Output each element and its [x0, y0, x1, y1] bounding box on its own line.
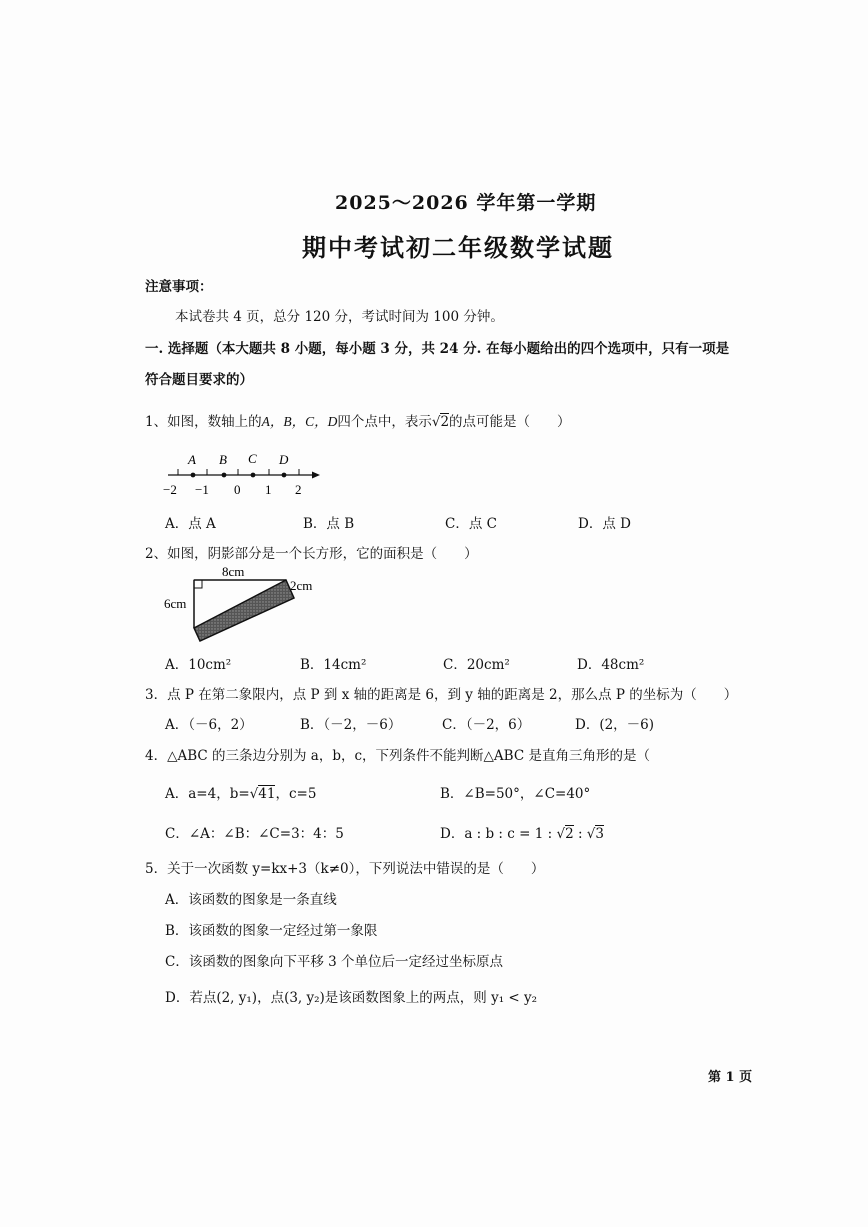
q2-option-d: D．48cm² [577, 657, 645, 673]
point-d-label: D [279, 452, 289, 467]
q1-text-c: 的点可能是（ ） [449, 414, 571, 430]
q3-option-c: C．（－2，6） [442, 717, 531, 733]
section-heading-line2: 符合题目要求的） [145, 372, 253, 388]
section-heading-line1: 一. 选择题（本大题共 8 小题，每小题 3 分，共 24 分. 在每小题给出的四个选项中，只有一项是 [145, 341, 730, 357]
q4-option-d-radicand-2: 3 [595, 826, 604, 842]
exam-title-main: 期中考试初二年级数学试题 [302, 233, 614, 262]
label-8cm: 8cm [222, 564, 245, 579]
q3-option-b: B．（－2，－6） [300, 717, 402, 733]
q4-option-a-radicand: 41 [258, 786, 276, 802]
point-d-dot [282, 473, 287, 478]
question-2: 2、如图，阴影部分是一个长方形，它的面积是（ ） [145, 546, 478, 562]
q5-option-d: D．若点(2, y₁)，点(3, y₂)是该函数图象上的两点，则 y₁ < y₂ [165, 990, 538, 1006]
q4-option-a-pre: A．a=4，b= [165, 786, 250, 802]
tick-label-0: 0 [234, 482, 241, 497]
right-angle-mark [194, 580, 202, 588]
number-line-figure [160, 448, 330, 500]
sqrt-symbol: √ [249, 786, 259, 802]
question-3: 3．点 P 在第二象限内，点 P 到 x 轴的距离是 6，到 y 轴的距离是 2，那么点 P 的坐标为（ ） [145, 687, 738, 703]
q4-option-c: C．∠A：∠B：∠C=3：4：5 [165, 826, 344, 842]
q1-option-a: A．点 A [165, 516, 216, 532]
point-c-label: C [248, 451, 257, 466]
q1-text-b: 四个点中，表示 [337, 414, 432, 430]
q5-option-c: C．该函数的图象向下平移 3 个单位后一定经过坐标原点 [165, 954, 504, 970]
rectangle-figure [160, 562, 330, 644]
point-b-label: B [219, 452, 227, 467]
number-line-arrow [312, 472, 320, 479]
q1-option-d: D．点 D [578, 516, 631, 532]
q4-option-a [165, 782, 316, 802]
label-2cm: 2cm [290, 578, 313, 593]
q1-text-a: 1、如图，数轴上的 [145, 414, 262, 430]
q4-option-d-sep: : [573, 826, 587, 842]
shaded-rectangle [194, 580, 294, 641]
tick-label-1: 1 [265, 482, 272, 497]
sqrt-symbol: √ [431, 414, 441, 430]
q1-sqrt-radicand: 2 [440, 414, 450, 430]
q3-option-a: A．（－6，2） [165, 717, 253, 733]
question-1 [145, 410, 571, 430]
q5-option-a: A．该函数的图象是一条直线 [165, 892, 337, 908]
tick-label-2: 2 [295, 482, 302, 497]
point-a-dot [191, 473, 196, 478]
q1-option-c: C．点 C [445, 516, 497, 532]
question-5: 5．关于一次函数 y=kx+3（k≠0），下列说法中错误的是（ ） [145, 861, 545, 877]
point-c-dot [251, 473, 256, 478]
point-a-label: A [188, 452, 196, 467]
point-b-dot [222, 473, 227, 478]
question-4: 4．△ABC 的三条边分别为 a，b，c，下列条件不能判断△ABC 是直角三角形的是（ [145, 748, 650, 764]
number-line-ticks [178, 469, 299, 475]
sqrt-symbol: √ [586, 826, 596, 842]
q3-option-d: D．(2，－6) [575, 717, 655, 733]
page-number: 第 1 页 [708, 1070, 753, 1085]
q2-option-a: A．10cm² [165, 657, 232, 673]
q1-option-b: B．点 B [303, 516, 355, 532]
label-6cm: 6cm [164, 596, 187, 611]
q4-option-a-post: ，c=5 [275, 786, 317, 802]
tick-label-neg1: −1 [195, 482, 209, 497]
q5-option-b: B．该函数的图象一定经过第一象限 [165, 923, 378, 939]
q4-option-d-radicand-1: 2 [565, 826, 574, 842]
q4-option-d-pre: D．a : b : c = 1 : [440, 826, 557, 842]
q4-option-d [440, 822, 604, 842]
sqrt-symbol: √ [556, 826, 566, 842]
q2-option-c: C．20cm² [443, 657, 510, 673]
q1-points: A，B，C，D [261, 414, 338, 429]
q2-option-b: B．14cm² [300, 657, 367, 673]
q4-option-b: B．∠B=50°，∠C=40° [440, 786, 591, 802]
exam-title-term: 2025～2026 学年第一学期 [335, 192, 597, 214]
notes-text: 本试卷共 4 页，总分 120 分，考试时间为 100 分钟。 [175, 309, 504, 325]
tick-label-neg2: −2 [163, 482, 177, 497]
notes-label: 注意事项： [145, 279, 213, 295]
